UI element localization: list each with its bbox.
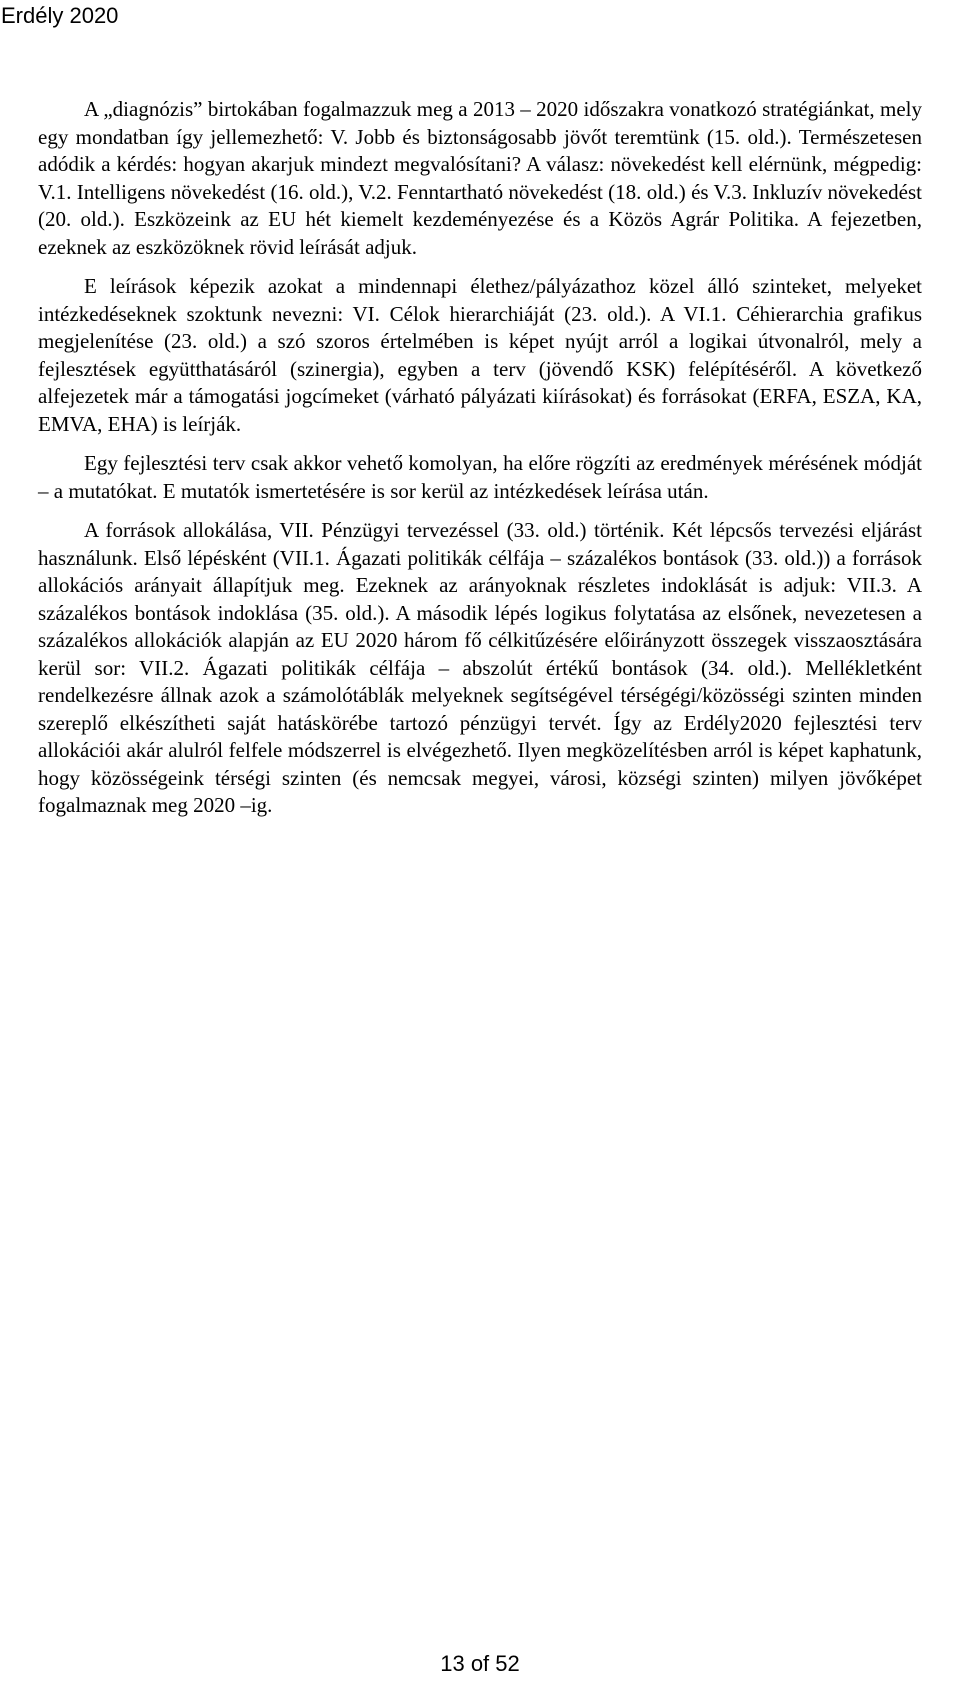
paragraph-financial-planning: A források allokálása, VII. Pénzügyi tervezéssel (33. old.) történik. Két lépcsős tervezési eljárást használunk. Első lépésként (VII.1. Ágazati politikák célfája – százalékos bontások (33. old.)) a források allokációs arányait állapítjuk meg. Ezeknek az arányoknak részletes indoklását is adjuk: VII.3. A százalékos bontások indoklása (35. old.). A második lépés logikus folytatása az elsőnek, nevezetesen a százalékos allokációk alapján az EU 2020 három fő célkitűzésére előirányzott összegek visszaosztására kerül sor: VII.2. Ágazati politikák célfája – abszolút értékű bontások (34. old.). Mellékletként rendelkezésre állnak azok a számolótáblák melyeknek segítségével térségégi/közösségi szinten minden szereplő elkészítheti saját hatáskörébe tartozó pénzügyi tervét. Így az Erdély2020 fejlesztési terv allokációi akár alulról felfele módszerrel is elvégezhető. Ilyen megközelítésben arról is képet kaphatunk, hogy közösségeink térségi szinten (és nemcsak megyei, városi, községi szinten) milyen jövőképet fogalmaznak meg 2020 –ig. — [38, 518, 922, 817]
paragraph-indicators: Egy fejlesztési terv csak akkor vehető komolyan, ha előre rögzíti az eredmények mérésének módját – a mutatókat. E mutatók ismertetésére is sor kerül az intézkedések leírása után. — [38, 451, 922, 503]
paragraph-strategy: A „diagnózis” birtokában fogalmazzuk meg a 2013 – 2020 időszakra vonatkozó stratégiánkat, mely egy mondatban így jellemezhető: V. Jobb és biztonságosabb jövőt teremtünk (15. old.). Természetesen adódik a kérdés: hogyan akarjuk mindezt megvalósítani? A válasz: növekedést kell elérnünk, mégpedig: V.1. Intelligens növekedést (16. old.), V.2. Fenntartható növekedést (18. old.) és V.3. Inkluzív növekedést (20. old.). Eszközeink az EU hét kiemelt kezdeményezése és a Közös Agrár Politika. A fejezetben, ezeknek az eszközöknek rövid leírását adjuk. — [38, 97, 922, 259]
page-number: 13 of 52 — [440, 1651, 520, 1676]
paragraph-measures: E leírások képezik azokat a mindennapi élethez/pályázathoz közel álló szinteket, melyeket intézkedéseknek szoktunk nevezni: VI. Célok hierarchiáját (23. old.). A VI.1. Céhierarchia grafikus megjelenítése (23. old.) a szó szoros értelmében is képet nyújt arról a logikai útvonalról, mely a fejlesztések együtthatásáról (szinergia), egyben a terv (jövendő KSK) felépítéséről. A következő alfejezetek már a támogatási jogcímeket (várható pályázati kiírásokat) és forrásokat (ERFA, ESZA, KA, EMVA, EHA) is leírják. — [38, 274, 922, 436]
page-header-title: Erdély 2020 — [1, 3, 119, 28]
document-body — [38, 96, 922, 832]
